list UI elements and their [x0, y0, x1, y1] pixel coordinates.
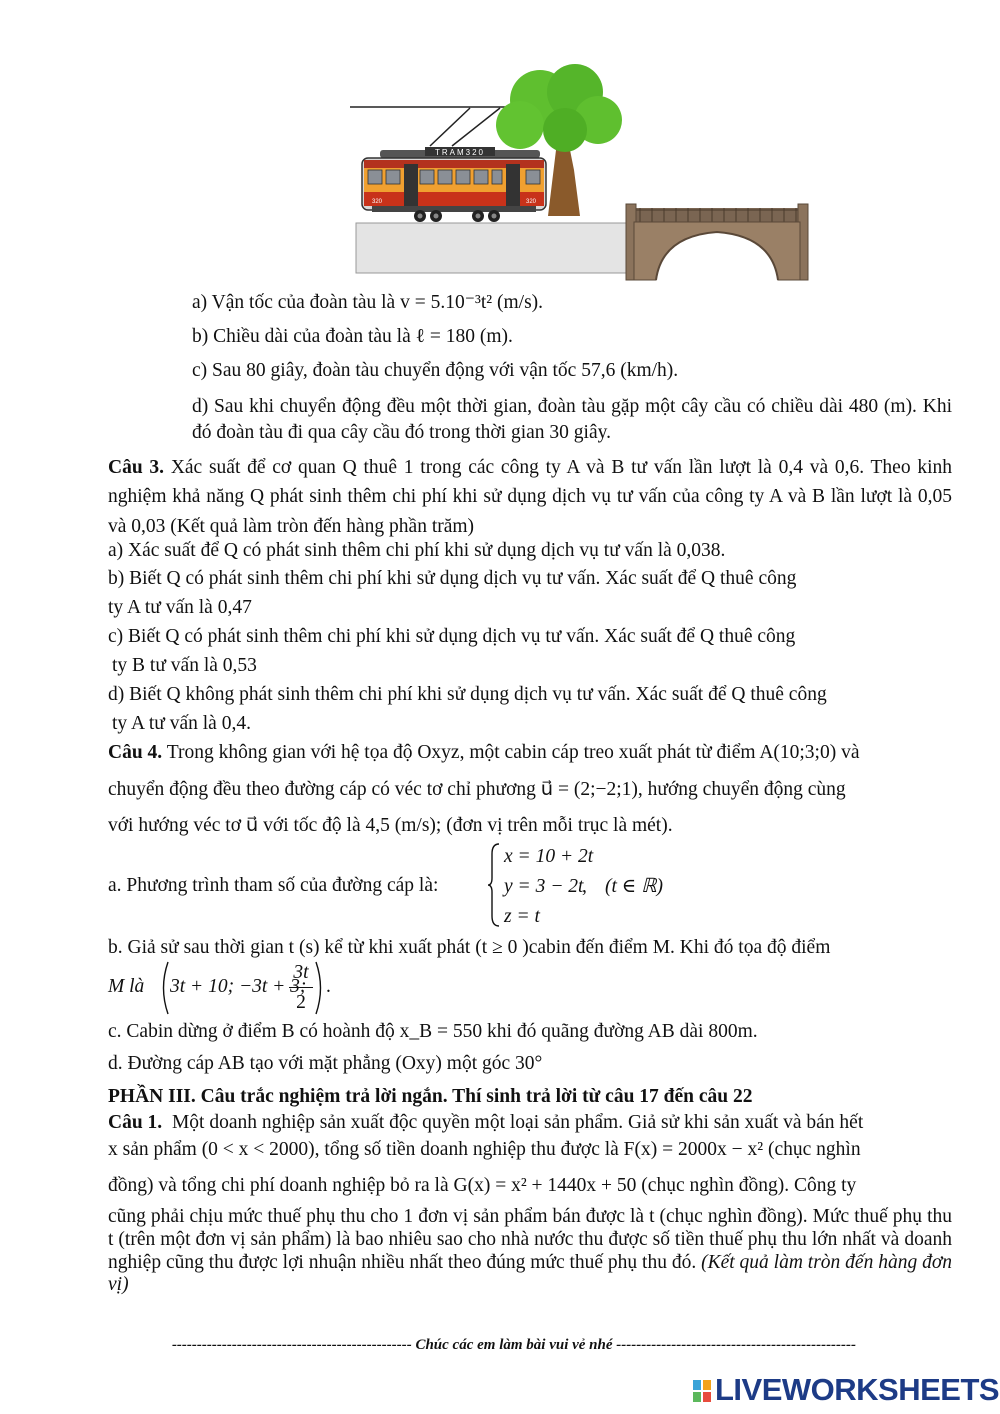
part3-q1-label: Câu 1. — [108, 1112, 163, 1133]
q3-stem-text: Xác suất để cơ quan Q thuê 1 trong các công ty A và B tư vấn lần lượt là 0,4 và 0,6. Theo kinh nghiệm khả năng Q phát sinh thêm chi phí khi sử dụng dịch vụ tư vấn của công ty A và B lần lượt là 0,05 và 0,03 (Kết quả làm tròn đến hàng phần trăm) — [108, 457, 952, 537]
liveworksheets-logo — [692, 1372, 999, 1408]
q4-label: Câu 4. — [108, 742, 163, 763]
q4-line2: chuyển động đều theo đường cáp có véc tơ chỉ phương u⃗ = (2;−2;1), hướng chuyển động cùng — [108, 779, 846, 800]
tram-bridge-illustration — [0, 0, 1000, 290]
q3-stem — [108, 453, 952, 541]
coord-period: . — [326, 976, 331, 997]
q4-statement-b-prefix: M là — [108, 976, 145, 997]
footer-message: ------------------------------------------------ Chúc các em làm bài vui vẻ nhé ------------------------------------------------ — [171, 1337, 857, 1353]
q3-statement-a: a) Xác suất để Q có phát sinh thêm chi phí khi sử dụng dịch vụ tư vấn là 0,038. — [108, 540, 726, 561]
part3-q1-line1: Câu 1. Một doanh nghiệp sản xuất độc quyền một loại sản phẩm. Giả sử khi sản xuất và bán hết — [108, 1112, 864, 1133]
q4-line1: Câu 4. Trong không gian với hệ tọa độ Oxyz, một cabin cáp treo xuất phát từ điểm A(10;3;0) và — [108, 742, 860, 763]
coord-frac-bar — [289, 987, 313, 988]
q3-statement-c-line2: ty B tư vấn là 0,53 — [112, 655, 257, 676]
system-domain: (t ∈ ℝ) — [605, 876, 664, 897]
q2-statement-b: b) Chiều dài của đoàn tàu là ℓ = 180 (m). — [192, 326, 513, 347]
coord-paren-left — [156, 960, 170, 1016]
coord-frac-num: 3t — [293, 962, 309, 983]
coord-frac-den: 2 — [296, 992, 306, 1013]
q3-statement-b-line2: ty A tư vấn là 0,47 — [108, 597, 252, 618]
q3-statement-b-line1: b) Biết Q có phát sinh thêm chi phí khi sử dụng dịch vụ tư vấn. Xác suất để Q thuê công — [108, 568, 797, 589]
part3-q1-body: cũng phải chịu mức thuế phụ thu cho 1 đơn vị sản phẩm bán được là t (chục nghìn đồng). Mức thuế phụ thu t (trên một đơn vị sản phẩm) là bao nhiêu sao cho nhà nước thu được số tiền thuế phụ thu lớn nhất và doanh nghiệp cũng thu được lợi nhuận nhiều nhất theo đúng mức thuế phụ thu đó. (Kết quả làm tròn đến hàng đơn vị) — [108, 1206, 952, 1296]
system-brace — [487, 842, 501, 928]
q4-statement-d: d. Đường cáp AB tạo với mặt phẳng (Oxy) một góc 30° — [108, 1053, 543, 1074]
q3-statement-c-line1: c) Biết Q có phát sinh thêm chi phí khi sử dụng dịch vụ tư vấn. Xác suất để Q thuê công — [108, 626, 796, 647]
tram-number-left: 320 — [372, 199, 383, 205]
q2-statement-c: c) Sau 80 giây, đoàn tàu chuyển động với vận tốc 57,6 (km/h). — [192, 360, 679, 381]
q4-statement-a: a. Phương trình tham số của đường cáp là: — [108, 875, 439, 896]
tram — [362, 147, 546, 222]
q4-statement-b-line1: b. Giả sử sau thời gian t (s) kể từ khi xuất phát (t ≥ 0 )cabin đến điểm M. Khi đó tọa độ điểm — [108, 937, 831, 958]
q3-statement-d-line2: ty A tư vấn là 0,4. — [112, 713, 251, 734]
system-eq-z: z = t — [504, 906, 540, 927]
system-eq-y: y = 3 − 2t — [504, 876, 584, 897]
system-comma: , — [582, 876, 587, 897]
part3-heading: PHẦN III. Câu trắc nghiệm trả lời ngắn. Thí sinh trả lời từ câu 17 đến câu 22 — [108, 1086, 753, 1107]
q2-statement-a: a) Vận tốc của đoàn tàu là v = 5.10⁻³t² (m/s). — [192, 292, 544, 313]
q3-statement-d-line1: d) Biết Q không phát sinh thêm chi phí khi sử dụng dịch vụ tư vấn. Xác suất để Q thuê công — [108, 684, 827, 705]
logo-icon — [692, 1379, 712, 1403]
tram-number-right: 320 — [526, 199, 537, 205]
q4-statement-c: c. Cabin dừng ở điểm B có hoành độ x_B = 550 khi đó quãng đường AB dài 800m. — [108, 1021, 758, 1042]
q3-label: Câu 3. — [108, 457, 165, 478]
part3-q1-note: (Kết quả làm tròn đến hàng đơn vị) — [108, 1251, 952, 1296]
tram-name: TRAM320 — [434, 148, 486, 157]
system-eq-x: x = 10 + 2t — [504, 846, 594, 867]
part3-q1-line3: đồng) và tổng chi phí doanh nghiệp bỏ ra là G(x) = x² + 1440x + 50 (chục nghìn đồng). Công ty — [108, 1175, 857, 1196]
q2-statement-d: d) Sau khi chuyển động đều một thời gian, đoàn tàu gặp một cây cầu có chiều dài 480 (m). Khi đó đoàn tàu đi qua cây cầu đó trong thời gian 30 giây. — [192, 396, 952, 443]
brand-name: LIVEWORKSHEETS — [715, 1372, 1000, 1407]
part3-q1-line2: x sản phẩm (0 < x < 2000), tổng số tiền doanh nghiệp thu được là F(x) = 2000x − x² (chục nghìn — [108, 1139, 861, 1160]
bridge — [626, 204, 808, 280]
coord-expression: 3t + 10; −3t + 3; — [170, 976, 307, 997]
q4-line3: với hướng véc tơ u⃗ với tốc độ là 4,5 (m/s); (đơn vị trên mỗi trục là mét). — [108, 815, 673, 836]
